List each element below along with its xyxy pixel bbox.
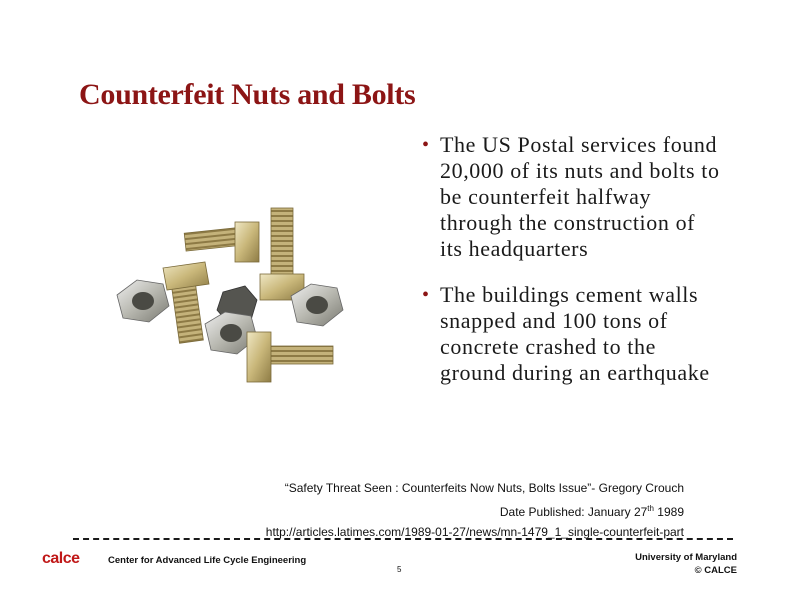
citation-date: Date Published: January 27th 1989	[499, 503, 684, 519]
center-name: Center for Advanced Life Cycle Engineering	[108, 555, 307, 566]
citation-title: “Safety Threat Seen : Counterfeits Now Nuts, Bolts Issue”- Gregory Crouch	[284, 481, 684, 495]
bullet-dot-icon: •	[422, 284, 430, 306]
bullet-list	[422, 132, 722, 406]
nuts-and-bolts-photo	[105, 200, 365, 390]
slide-title: Counterfeit Nuts and Bolts	[79, 78, 416, 111]
bullet-text: The US Postal services found 20,000 of its nuts and bolts to be counterfeit halfway through the construction of its headquarters	[440, 132, 720, 261]
bullet-text: The buildings cement walls snapped and 100 tons of concrete crashed to the ground during an earthquake	[440, 282, 710, 385]
citation	[266, 478, 684, 543]
bullet-item	[422, 132, 722, 262]
bullet-item	[422, 282, 722, 386]
university-name: University of Maryland	[635, 552, 737, 563]
citation-url[interactable]: http://articles.latimes.com/1989-01-27/news/mn-1479_1_single-counterfeit-part	[265, 525, 684, 539]
bullet-dot-icon: •	[422, 134, 430, 156]
copyright: © CALCE	[694, 565, 737, 576]
calce-logo: calce	[42, 550, 80, 567]
university-block	[635, 551, 737, 577]
page-number: 5	[397, 565, 402, 574]
footer-divider	[73, 538, 733, 540]
